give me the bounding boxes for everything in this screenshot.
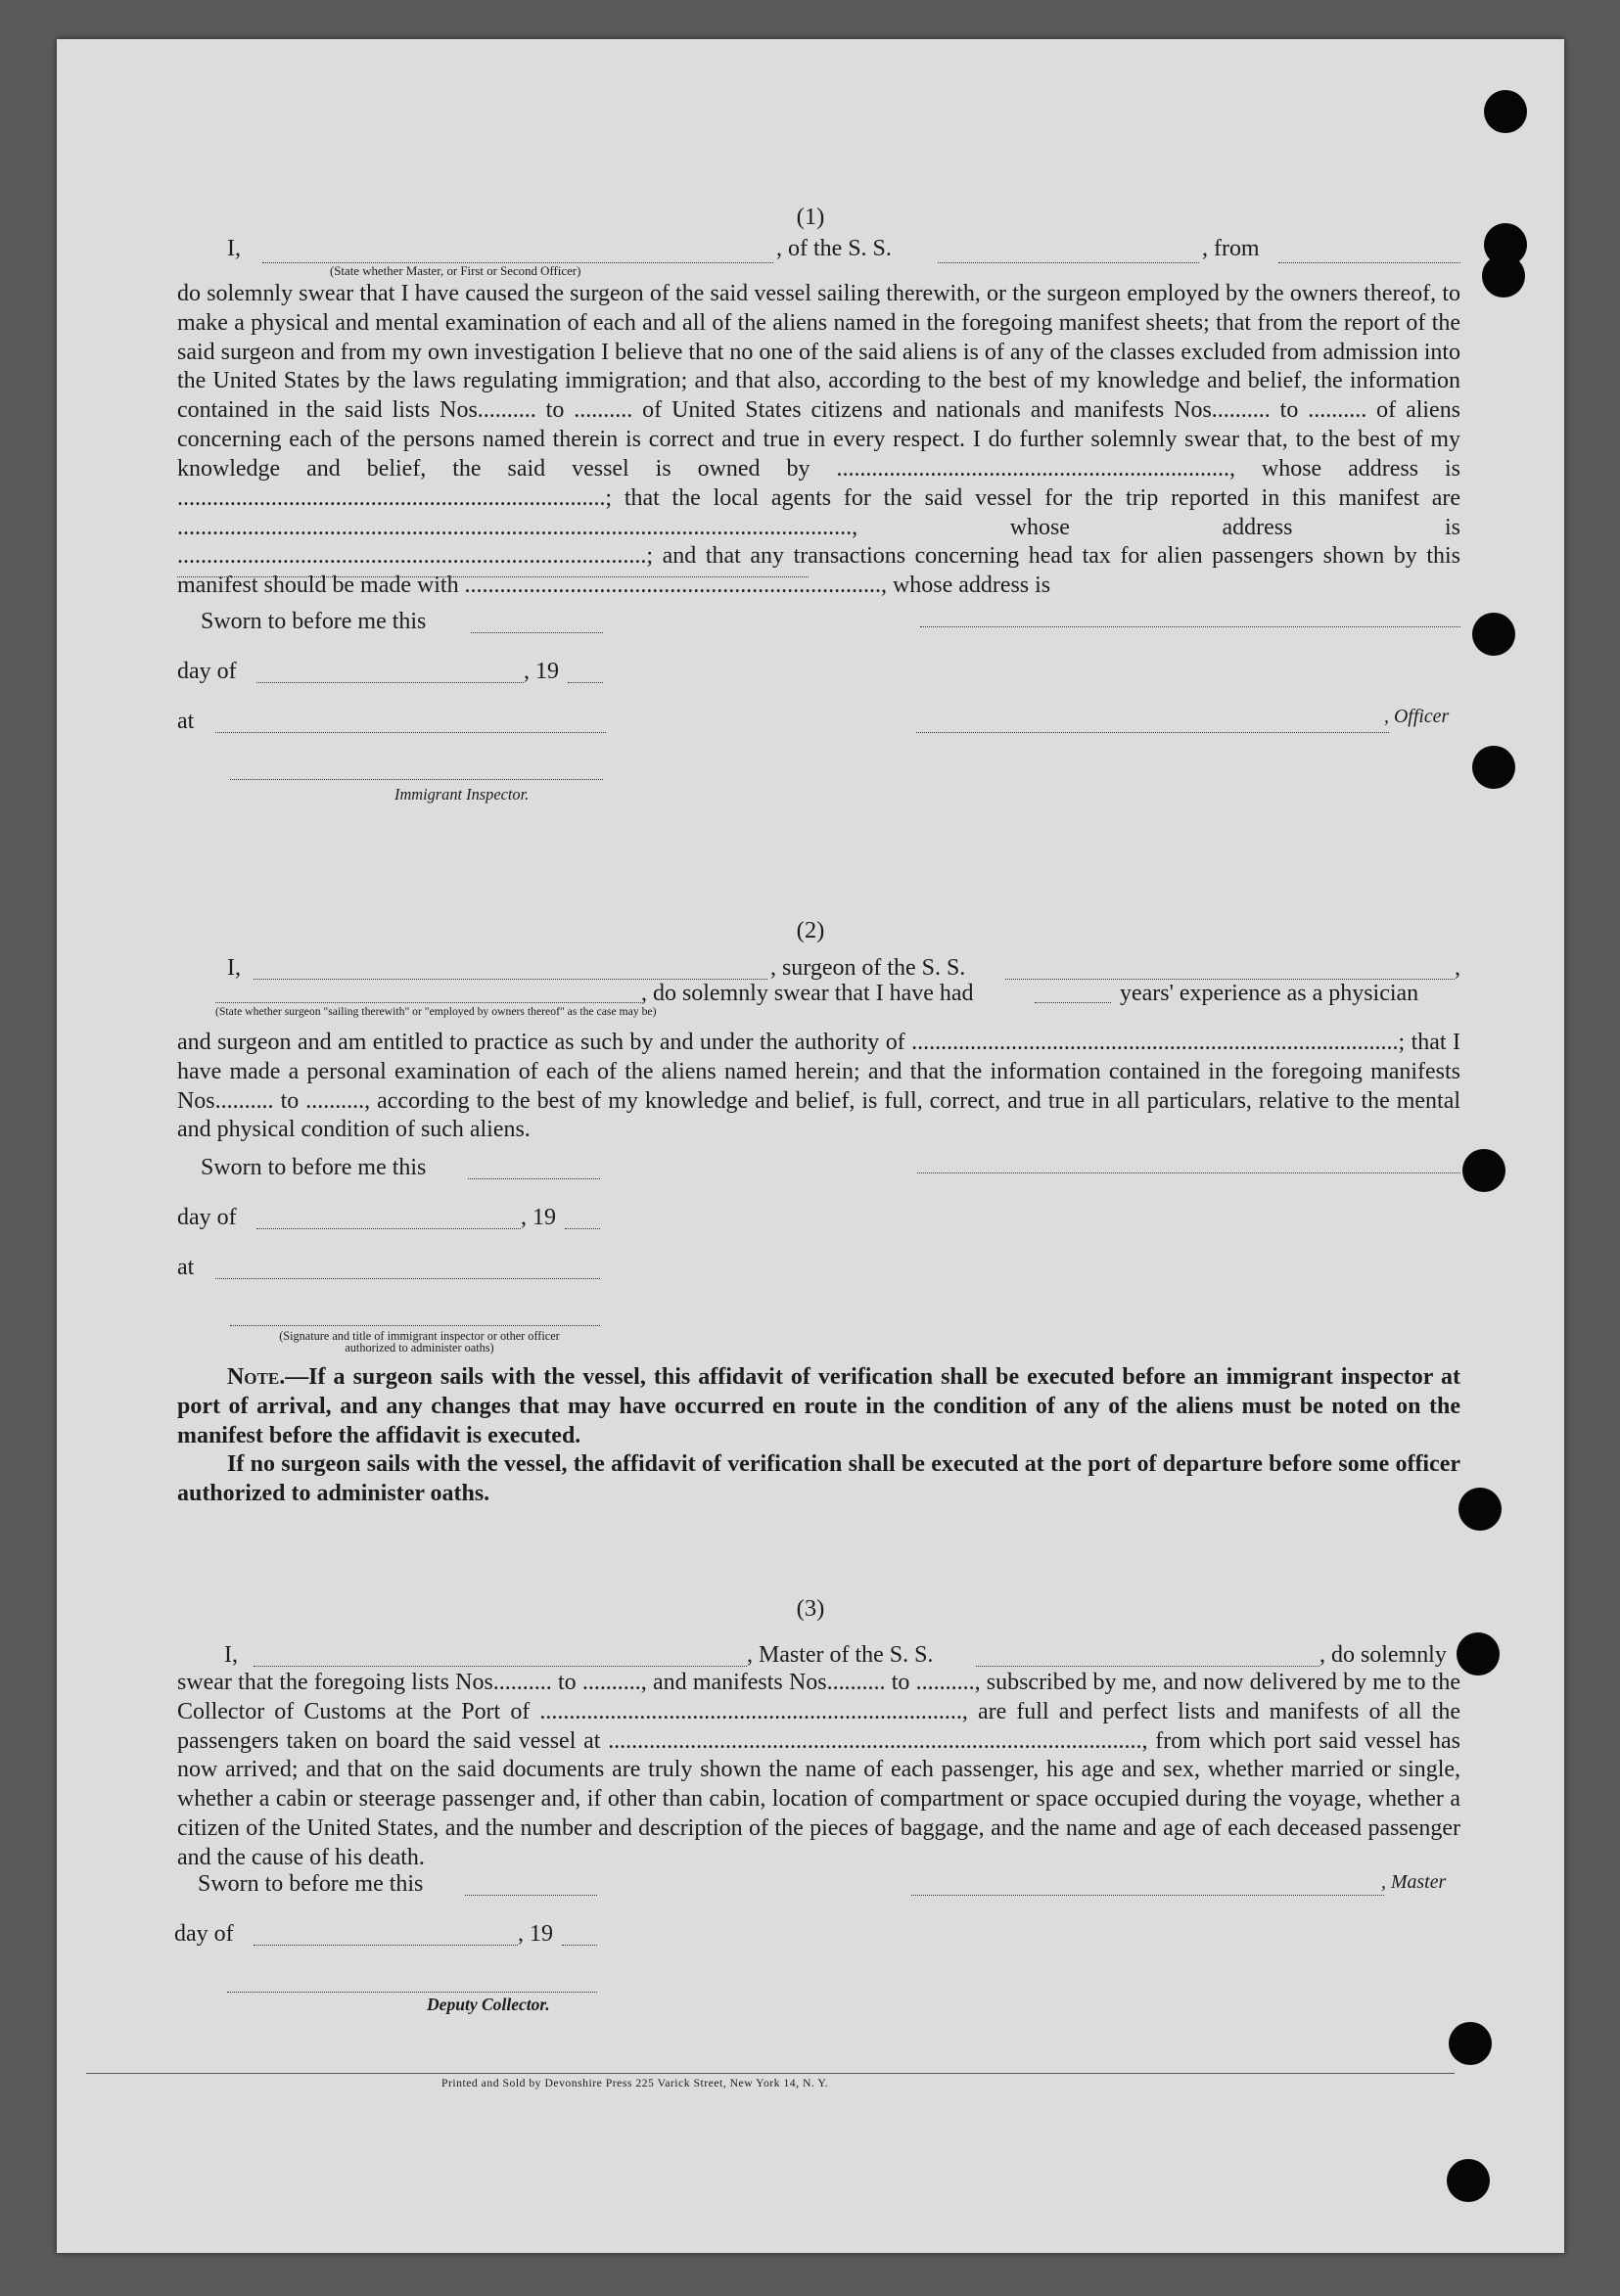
s2-at-field[interactable] [215, 1278, 600, 1279]
s3-collector-signature-field[interactable] [227, 1992, 597, 1993]
s1-sworn-label: Sworn to before me this [201, 609, 427, 634]
s2-day-field[interactable] [256, 1228, 521, 1229]
s2-surgeon-caption: (State whether surgeon "sailing therewith" or "employed by owners thereof" as the case may be) [215, 1005, 657, 1018]
note-paragraph-1: —If a surgeon sails with the vessel, this affidavit of verification shall be executed before an immigrant inspector at port of arrival, and any changes that may have occurred en route in the condition of any of the aliens must be noted on the manifest before the affidavit is executed. [177, 1364, 1460, 1448]
s1-ship-field[interactable] [938, 262, 1199, 263]
s2-surgeon-signature-field[interactable] [917, 1172, 1460, 1173]
s3-i-label: I, [224, 1642, 238, 1668]
s3-sworn-label: Sworn to before me this [198, 1871, 424, 1897]
s3-master-signature-field[interactable] [911, 1895, 1384, 1896]
s3-body: swear that the foregoing lists Nos.......... to .........., and manifests Nos.......... to .........., subscribed by me, and now delivered by me to the Collector of Customs at the Port of ........................................................................, are full and perfect lists and manifests of all the passengers taken on board the said vessel at ..........................................................................................., from which port said vessel has now arrived; and that on the said documents are truly shown the name of each passenger, his age and sex, whether married or single, whether a cabin or steerage passenger and, if other than cabin, location of compartment or space occupied during the voyage, whether a citizen of the United States, and the number and description of the pieces of baggage, and the name and age of each deceased passenger and the cause of his death. [177, 1670, 1460, 1870]
s2-comma: , [1455, 955, 1460, 981]
binder-hole [1472, 613, 1515, 656]
s2-dayof-label: day of [177, 1205, 237, 1230]
s2-i-label: I, [227, 955, 241, 981]
s1-from-field[interactable] [1278, 262, 1460, 263]
s1-body: do solemnly swear that I have caused the surgeon of the said vessel sailing therewith, or the surgeon employed by the owners thereof, to make a physical and mental examination of each and all of the aliens named in the foregoing manifest sheets; that from the report of the said surgeon and from my own investigation I believe that no one of the said aliens is of any of the classes excluded from admission into the United States by the laws regulating immigration; and that also, according to the best of my knowledge and belief, the information contained in the said lists Nos.......... to .......... of United States citizens and nationals and manifests Nos.......... to .......... of aliens concerning each of the persons named therein is correct and true in every respect. I do further solemnly swear that, to the best of my knowledge and belief, the said vessel is owned by ..................................................................., whose address is .........................................................................; that the local agents for the said vessel for the trip reported in this manifest are ..................................................................................................................., whose address is ................................................................................; and that any transactions concerning head tax for alien passengers shown by this manifest should be made with ......................................................................., whose address is [177, 281, 1460, 599]
s1-oath-text [177, 280, 1460, 601]
binder-hole [1462, 1149, 1505, 1192]
note-paragraph-2: If no surgeon sails with the vessel, the affidavit of verification shall be executed at the port of departure before some officer authorized to administer oaths. [177, 1451, 1460, 1507]
s1-at-field[interactable] [215, 732, 606, 733]
s3-master-label: , Master [1381, 1871, 1447, 1893]
footer-rule [86, 2073, 1455, 2074]
section-2-number: (2) [796, 917, 825, 943]
s2-sworn-label: Sworn to before me this [201, 1155, 427, 1180]
s1-inspector-label: Immigrant Inspector. [394, 785, 530, 804]
s1-day-field[interactable] [256, 682, 524, 683]
s2-year-label: , 19 [521, 1205, 556, 1230]
note-label: Note. [227, 1364, 286, 1390]
s3-year-label: , 19 [518, 1921, 553, 1947]
s2-surgeon-type-field[interactable] [215, 1002, 641, 1003]
binder-hole [1458, 1488, 1502, 1531]
s1-from-label: , from [1202, 236, 1260, 261]
binder-hole [1482, 254, 1525, 298]
s1-inspector-signature-field[interactable] [230, 779, 603, 780]
s3-master-of-label: , Master of the S. S. [747, 1642, 934, 1668]
form-sheet [57, 39, 1564, 2253]
s2-experience-label: years' experience as a physician [1120, 980, 1419, 1006]
s3-solemnly-label: , do solemnly [1319, 1642, 1447, 1668]
s1-officer-title-field[interactable] [916, 732, 1389, 733]
s3-year-field[interactable] [562, 1945, 597, 1946]
section-3-number: (3) [796, 1595, 825, 1622]
binder-hole [1484, 90, 1527, 133]
s3-ship-field[interactable] [976, 1666, 1319, 1667]
binder-hole [1472, 746, 1515, 789]
s2-at-label: at [177, 1255, 195, 1280]
s2-swear-label: , do solemnly swear that I have had [641, 980, 974, 1006]
s2-year-field[interactable] [565, 1228, 600, 1229]
binder-hole [1449, 2022, 1492, 2065]
s2-sworn-field[interactable] [468, 1178, 600, 1179]
s1-address-field[interactable] [177, 576, 809, 577]
note-block [177, 1363, 1460, 1509]
s1-at-label: at [177, 709, 195, 734]
binder-hole [1447, 2159, 1490, 2202]
s3-master-name-field[interactable] [254, 1666, 747, 1667]
s1-dayof-label: day of [177, 659, 237, 684]
s1-i-label: I, [227, 236, 241, 261]
s3-day-field[interactable] [254, 1945, 518, 1946]
s3-deputy-label: Deputy Collector. [427, 1995, 550, 2014]
s2-surgeon-of-label: , surgeon of the S. S. [770, 955, 966, 981]
s1-officer-label: , Officer [1384, 706, 1450, 727]
s1-year-label: , 19 [524, 659, 559, 684]
s2-inspector-signature-field[interactable] [230, 1325, 600, 1326]
printer-imprint: Printed and Sold by Devonshire Press 225 Varick Street, New York 14, N. Y. [441, 2077, 829, 2089]
s3-sworn-field[interactable] [465, 1895, 597, 1896]
s3-dayof-label: day of [174, 1921, 234, 1947]
s1-officer-caption: (State whether Master, or First or Second Officer) [330, 263, 581, 278]
s1-officer-signature-field[interactable] [920, 626, 1460, 627]
binder-hole [1457, 1632, 1500, 1676]
s3-oath-text [177, 1669, 1460, 1873]
s1-year-field[interactable] [568, 682, 603, 683]
s1-ss-label: , of the S. S. [776, 236, 892, 261]
s2-body: and surgeon and am entitled to practice as such by and under the authority of ...................................................................................; that I have made a personal examination of each of the aliens named herein; and that the information contained in the foregoing manifests Nos.......... to .........., according to the best of my knowledge and belief, is full, correct, and true in all particulars, relative to the mental and physical condition of such aliens. [177, 1030, 1460, 1143]
s2-signature-caption: (Signature and title of immigrant inspector or other officer authorized to administer oaths) [279, 1329, 560, 1355]
s2-years-field[interactable] [1035, 1002, 1111, 1003]
s2-oath-text [177, 1029, 1460, 1145]
s1-sworn-field[interactable] [471, 632, 603, 633]
section-1-number: (1) [796, 204, 825, 230]
